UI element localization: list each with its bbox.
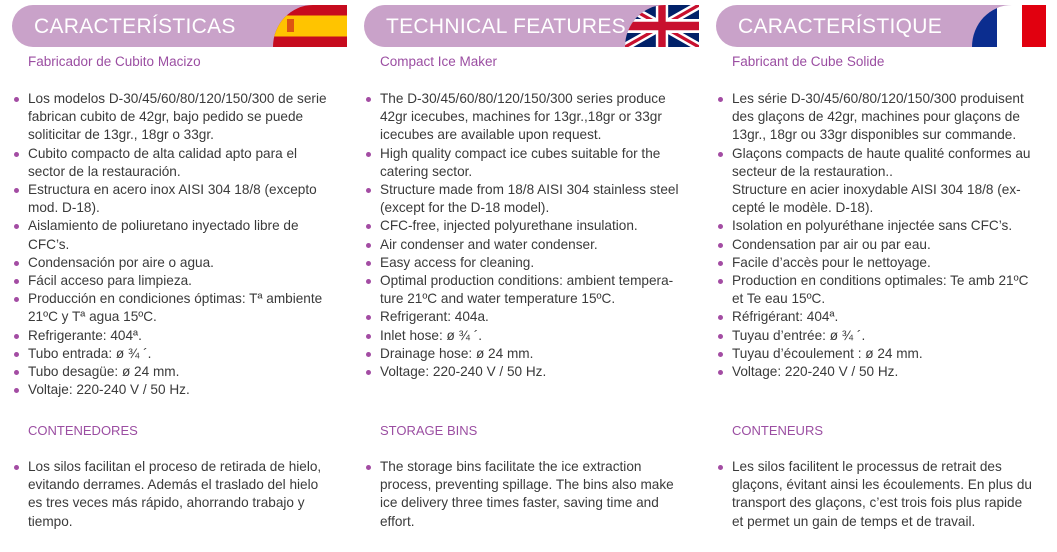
bullet-icon [718,224,723,229]
list-item [364,327,699,345]
bullet-icon [14,465,19,470]
list-item-line: Estructura en acero inox AISI 304 18/8 (excepto [28,182,317,198]
list-item-line: Drainage hose: ø 24 mm. [380,345,534,361]
bullet-icon [718,279,723,284]
list-item-line: Los silos facilitan el proceso de retirada de hielo, [28,459,322,474]
bullet-icon [718,352,723,357]
bullet-icon [366,465,371,470]
bullet-icon [14,152,19,157]
list-item-line: Condensation par air ou par eau. [732,236,931,252]
section-heading-bins: CONTENEDORES [28,423,138,438]
column-english [364,0,699,552]
header-french [716,5,1046,47]
list-item-line: High quality compact ice cubes suitable for the [380,145,661,161]
list-item-line: Refrigerant: 404a. [380,309,489,325]
list-item-line: evitando derrames. Además el traslado del hielo [28,477,319,493]
bullet-icon [366,315,371,320]
list-item [716,308,1046,326]
bullet-icon [366,279,371,284]
bullet-icon [14,261,19,266]
feature-list [364,90,699,381]
list-item [12,181,347,217]
list-item-line: ice delivery three times faster, saving time and [380,495,659,511]
feature-list [716,90,1046,381]
bullet-icon [718,152,723,157]
bullet-icon [14,188,19,193]
list-item-line: catering sector. [380,163,473,179]
bullet-icon [718,465,723,470]
list-item-line: Structure made from 18/8 AISI 304 stainless steel [380,182,679,198]
bins-list [12,458,347,531]
list-item [716,327,1046,345]
bullet-icon [366,370,371,375]
list-item-line: Voltage: 220-240 V / 50 Hz. [732,364,899,380]
list-item-line: cepté le modèle. D-18). [732,200,874,216]
list-item-line: process, preventing spillage. The bins also make [380,477,674,493]
list-item-line: Tubo entrada: ø ¾ ´. [28,345,152,361]
list-item-line: CFC-free, injected polyurethane insulation. [380,218,638,234]
list-item-line: secteur de la restauration.. [732,163,893,179]
list-item-line: Voltaje: 220-240 V / 50 Hz. [28,382,190,398]
list-item-line: glaçons, évitant ainsi les écoulements. En plus du [732,477,1032,493]
subtitle: Fabricador de Cubito Macizo [28,54,201,69]
list-item-line: Tuyau d’entrée: ø ¾ ´. [732,327,866,343]
list-item [716,345,1046,363]
list-item-line: effort. [380,513,415,529]
uk-flag-icon [625,5,699,47]
list-item-line: Les série D-30/45/60/80/120/150/300 produisent [732,91,1024,106]
list-item [716,254,1046,272]
list-item-line: fabrican cubito de 42gr, bajo pedido se puede [28,109,304,125]
list-item-line: CFC’s. [28,236,70,252]
bullet-icon [366,152,371,157]
france-flag-icon [972,5,1046,47]
bullet-icon [718,243,723,248]
bullet-icon [366,261,371,266]
list-item [364,363,699,381]
list-item-line: Air condenser and water condenser. [380,236,598,252]
list-item-line: Isolation en polyuréthane injectée sans CFC’s. [732,218,1013,234]
bullet-icon [718,261,723,266]
header-title: TECHNICAL FEATURES [386,15,626,38]
list-item-line: Aislamiento de poliuretano inyectado libre de [28,218,299,234]
bullet-icon [14,297,19,302]
list-item [716,145,1046,218]
bullet-icon [14,370,19,375]
list-item-line: tiempo. [28,513,73,529]
list-item [716,217,1046,235]
list-item [716,272,1046,308]
header-title: CARACTERÍSTIQUE [738,15,943,38]
list-item-line: Refrigerante: 404ª. [28,327,142,343]
list-item [12,145,347,181]
list-item-line: transport des glaçons, c’est trois fois plus rapide [732,495,1023,511]
spain-flag-icon [273,5,347,47]
bullet-icon [14,224,19,229]
list-item [12,458,347,531]
list-item [364,345,699,363]
list-item-line: sector de la restauración. [28,163,181,179]
list-item-line: 21ºC y Tª agua 15ºC. [28,309,157,325]
list-item [364,254,699,272]
column-spanish [12,0,347,552]
bullet-icon [14,352,19,357]
list-item [12,254,347,272]
bullet-icon [14,388,19,393]
list-item-line: Les silos facilitent le processus de retrait des [732,459,1002,474]
list-item-line: Cubito compacto de alta calidad apto para el [28,145,298,161]
list-item [364,217,699,235]
list-item-line: Fácil acceso para limpieza. [28,273,192,289]
list-item-line: et permet un gain de temps et de travail. [732,513,976,529]
list-item-line: Glaçons compacts de haute qualité conformes au [732,145,1031,161]
list-item [12,272,347,290]
list-item-line: et Te eau 15ºC. [732,291,826,307]
list-item-line: Producción en condiciones óptimas: Tª ambiente [28,291,323,307]
header-spanish [12,5,347,47]
list-item-line: Voltage: 220-240 V / 50 Hz. [380,364,547,380]
list-item [364,181,699,217]
list-item [364,458,699,531]
bullet-icon [14,334,19,339]
bullet-icon [366,224,371,229]
list-item-line: (except for the D-18 model). [380,200,550,216]
bullet-icon [718,315,723,320]
list-item [716,236,1046,254]
bullet-icon [718,334,723,339]
bullet-icon [366,352,371,357]
bullet-icon [366,97,371,102]
list-item-line: Tubo desagüe: ø 24 mm. [28,364,180,380]
section-heading-bins: CONTENEURS [732,423,824,438]
list-item-line: mod. D-18). [28,200,100,216]
list-item [364,145,699,181]
list-item [716,458,1046,531]
list-item-line: The D-30/45/60/80/120/150/300 series produce [380,91,666,106]
list-item-line: Condensación por aire o agua. [28,254,214,270]
list-item [12,363,347,381]
feature-list [12,90,347,399]
list-item-line: icecubes are available upon request. [380,127,602,143]
section-heading-bins: STORAGE BINS [380,423,478,438]
bullet-icon [366,334,371,339]
list-item [716,363,1046,381]
subtitle: Fabricant de Cube Solide [732,54,885,69]
list-item-line: Facile d’accès pour le nettoyage. [732,254,931,270]
bullet-icon [718,370,723,375]
bins-list [716,458,1046,531]
list-item-line: Réfrigérant: 404ª. [732,309,839,325]
list-item [12,217,347,253]
subtitle: Compact Ice Maker [380,54,498,69]
list-item-line: ture 21ºC and water temperature 15ºC. [380,291,616,307]
bullet-icon [14,97,19,102]
list-item-line: 13gr., 18gr ou 33gr disponibles sur commande. [732,127,1017,143]
list-item-line: des glaçons de 42gr, machines pour glaçons de [732,109,1020,125]
bullet-icon [718,97,723,102]
list-item [364,90,699,145]
list-item-line: Structure en acier inoxydable AISI 304 18/8 (ex- [732,182,1021,198]
list-item [364,272,699,308]
list-item-line: Easy access for cleaning. [380,254,535,270]
bullet-icon [14,279,19,284]
list-item [12,90,347,145]
list-item [12,290,347,326]
list-item-line: Inlet hose: ø ¾ ´. [380,327,482,343]
list-item [364,308,699,326]
list-item-line: 42gr icecubes, machines for 13gr.,18gr or 33gr [380,109,662,125]
list-item [12,381,347,399]
list-item-line: Los modelos D-30/45/60/80/120/150/300 de serie [28,91,327,106]
list-item-line: Tuyau d’écoulement : ø 24 mm. [732,345,923,361]
list-item-line: es tres veces más rápido, ahorrando trabajo y [28,495,305,511]
list-item [12,345,347,363]
list-item-line: Production en conditions optimales: Te amb 21ºC [732,273,1029,289]
column-french [716,0,1046,552]
list-item [12,327,347,345]
header-english [364,5,699,47]
list-item [364,236,699,254]
bullet-icon [366,243,371,248]
list-item-line: Optimal production conditions: ambient tempera- [380,273,674,289]
bins-list [364,458,699,531]
list-item [716,90,1046,145]
list-item-line: The storage bins facilitate the ice extraction [380,459,642,474]
bullet-icon [366,188,371,193]
list-item-line: soliticitar de 13gr., 18gr o 33gr. [28,127,214,143]
header-title: CARACTERÍSTICAS [34,15,236,38]
